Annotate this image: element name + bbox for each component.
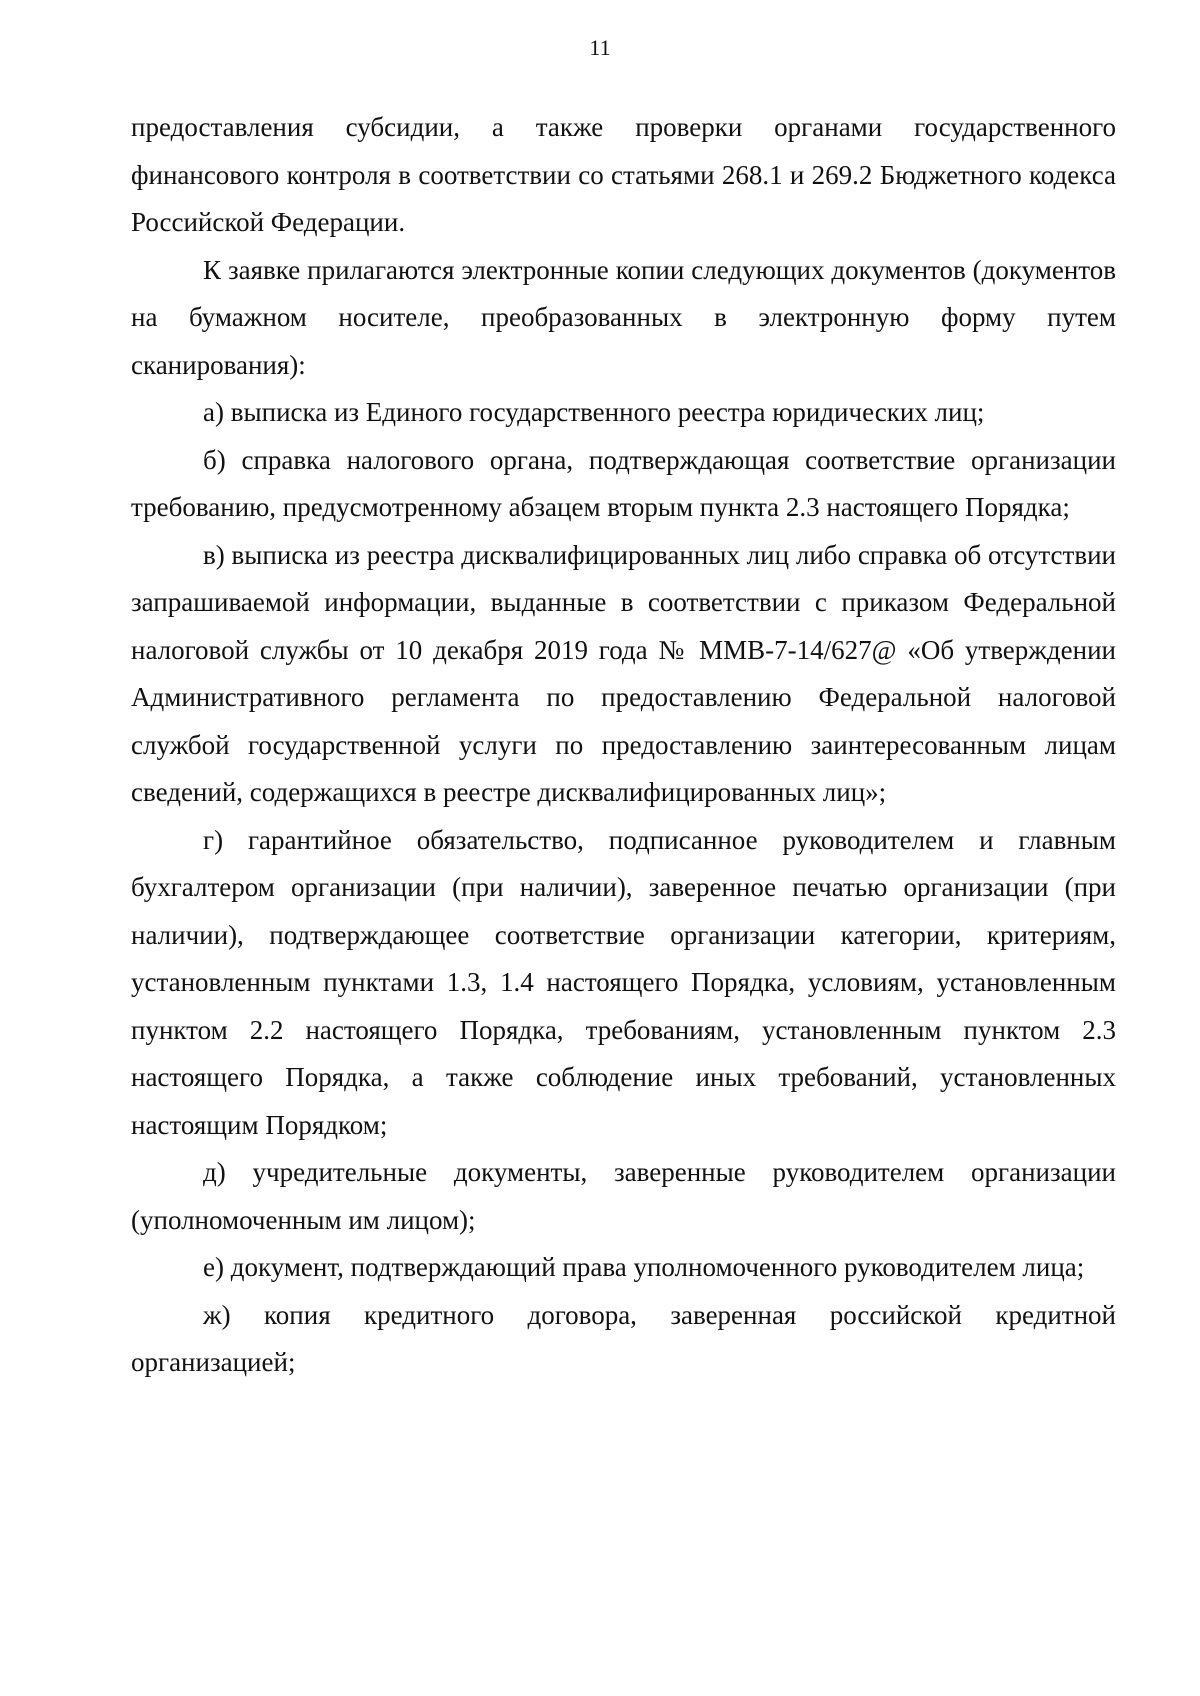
document-body bbox=[131, 104, 1116, 1387]
list-item-a: а) выписка из Единого государственного реестра юридических лиц; bbox=[203, 397, 985, 427]
list-item-b: б) справка налогового органа, подтверждающая соответствие организации требованию, предусмотренному абзацем вторым пункта 2.3 настоящего Порядка; bbox=[131, 444, 1116, 522]
list-item-v: в) выписка из реестра дисквалифицированных лиц либо справка об отсутствии запрашиваемой информации, выданные в соответствии с приказом Федеральной налоговой службы от 10 декабря 2019 года № ММВ-7-14/627@ «Об утверждении Административного регламента по предоставлению Федеральной налоговой службой государственной услуги по предоставлению заинтересованным лицам сведений, содержащихся в реестре дисквалифицированных лиц»; bbox=[131, 539, 1116, 807]
list-item-d: д) учредительные документы, заверенные руководителем организации (уполномоченным им лицом); bbox=[131, 1157, 1116, 1235]
paragraph-continuation: предоставления субсидии, а также проверки органами государственного финансового контроля в соответствии со статьями 268.1 и 269.2 Бюджетного кодекса Российской Федерации. bbox=[131, 112, 1116, 237]
list-item-zh: ж) копия кредитного договора, заверенная российской кредитной организацией; bbox=[131, 1299, 1116, 1377]
paragraph-attachments-intro: К заявке прилагаются электронные копии следующих документов (документов на бумажном носителе, преобразованных в электронную форму путем сканирования): bbox=[131, 254, 1116, 380]
list-item-g: г) гарантийное обязательство, подписанное руководителем и главным бухгалтером организации (при наличии), заверенное печатью организации (при наличии), подтверждающее соответствие организации категории, критериям, установленным пунктами 1.3, 1.4 настоящего Порядка, условиям, установленным пунктом 2.2 настоящего Порядка, требованиям, установленным пунктом 2.3 настоящего Порядка, а также соблюдение иных требований, установленных настоящим Порядком; bbox=[131, 824, 1116, 1140]
page-number: 11 bbox=[589, 35, 611, 60]
list-item-e: е) документ, подтверждающий права уполномоченного руководителем лица; bbox=[203, 1252, 1085, 1282]
